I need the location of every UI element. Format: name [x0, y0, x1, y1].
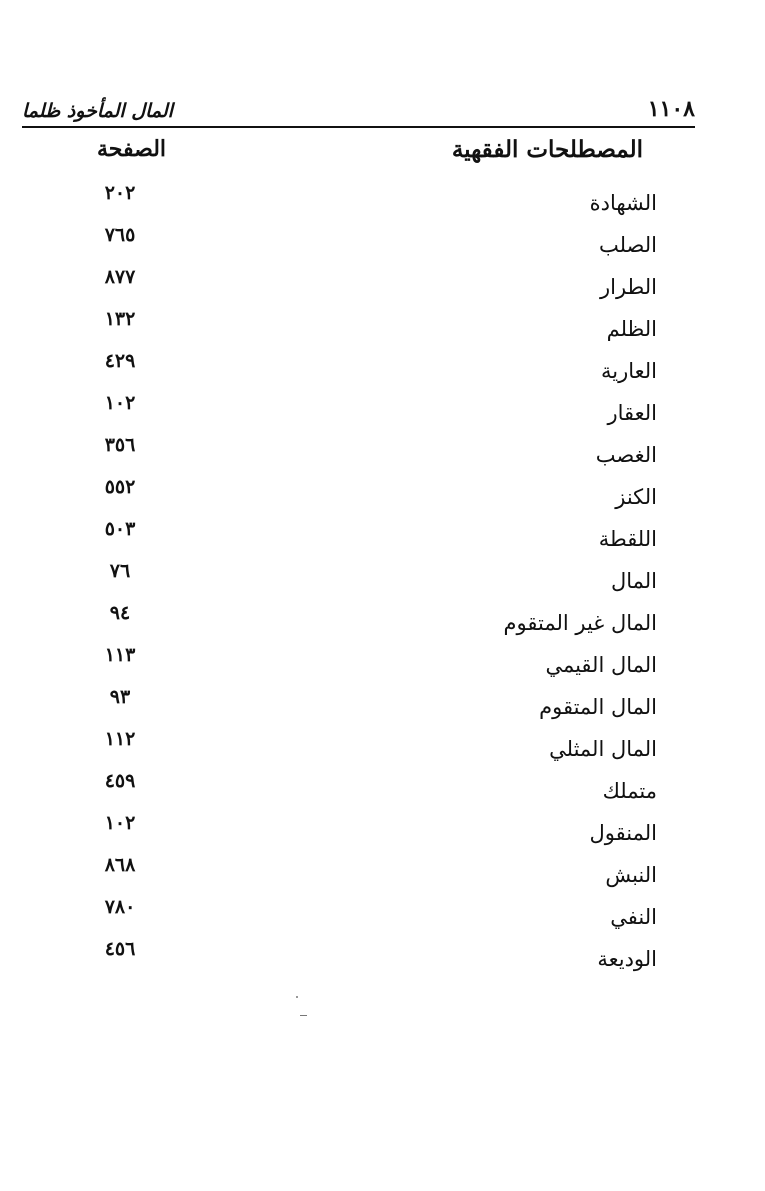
- entry-page: ١٠٢: [104, 392, 136, 414]
- page-column-heading: الصفحة: [97, 136, 167, 162]
- page-number: ١١٠٨: [647, 96, 695, 122]
- book-title: المال المأخوذ ظلما: [22, 100, 173, 122]
- entry-term: اللقطة: [598, 527, 657, 551]
- entry-term: الشهادة: [589, 191, 657, 215]
- entry-page: ١١٢: [104, 728, 136, 750]
- entry-page: ٥٥٢: [104, 476, 136, 498]
- entry-page: ٣٥٦: [104, 434, 136, 456]
- entry-page: ٩٤: [109, 602, 131, 624]
- entry-term: العارية: [600, 359, 657, 383]
- entry-page: ٨٧٧: [104, 266, 136, 288]
- entry-term: العقار: [607, 401, 657, 425]
- entry-term: النبش: [605, 863, 657, 887]
- entry-term: النفي: [610, 905, 657, 929]
- entry-term: المال: [610, 569, 657, 593]
- entry-page: ١٠٢: [104, 812, 136, 834]
- header-rule: [22, 126, 695, 128]
- entry-term: المال المتقوم: [539, 695, 657, 719]
- scan-mark: [300, 1015, 307, 1016]
- entry-page: ٨٦٨: [104, 854, 136, 876]
- entry-page: ٤٥٦: [104, 938, 136, 960]
- column-headings: [22, 136, 695, 174]
- entry-term: المال المثلي: [549, 737, 657, 761]
- entry-page: ٤٥٩: [104, 770, 136, 792]
- entry-term: الغصب: [595, 443, 657, 467]
- running-header: [22, 92, 695, 122]
- entry-page: ٧٦: [109, 560, 131, 582]
- entry-term: المال القيمي: [545, 653, 657, 677]
- entry-term: متملك: [602, 779, 657, 803]
- entry-page: ١١٣: [104, 644, 136, 666]
- entry-page: ٩٣: [109, 686, 131, 708]
- entry-page: ٢٠٢: [104, 182, 136, 204]
- entry-page: ١٣٢: [104, 308, 136, 330]
- entry-page: ٧٦٥: [104, 224, 136, 246]
- entry-term: الوديعة: [597, 947, 657, 971]
- index-entry: [0, 938, 765, 986]
- entry-term: الظلم: [606, 317, 657, 341]
- scan-speck: [296, 996, 298, 998]
- entry-term: المنقول: [589, 821, 657, 845]
- index-list: [0, 182, 765, 986]
- entry-page: ٧٨٠: [104, 896, 136, 918]
- entry-term: الكنز: [615, 485, 657, 509]
- entry-page: ٤٢٩: [104, 350, 136, 372]
- entry-term: الصلب: [598, 233, 657, 257]
- entry-term: المال غير المتقوم: [503, 611, 657, 635]
- entry-term: الطرار: [599, 275, 657, 299]
- entry-page: ٥٠٣: [104, 518, 136, 540]
- terms-column-heading: المصطلحات الفقهية: [451, 136, 643, 163]
